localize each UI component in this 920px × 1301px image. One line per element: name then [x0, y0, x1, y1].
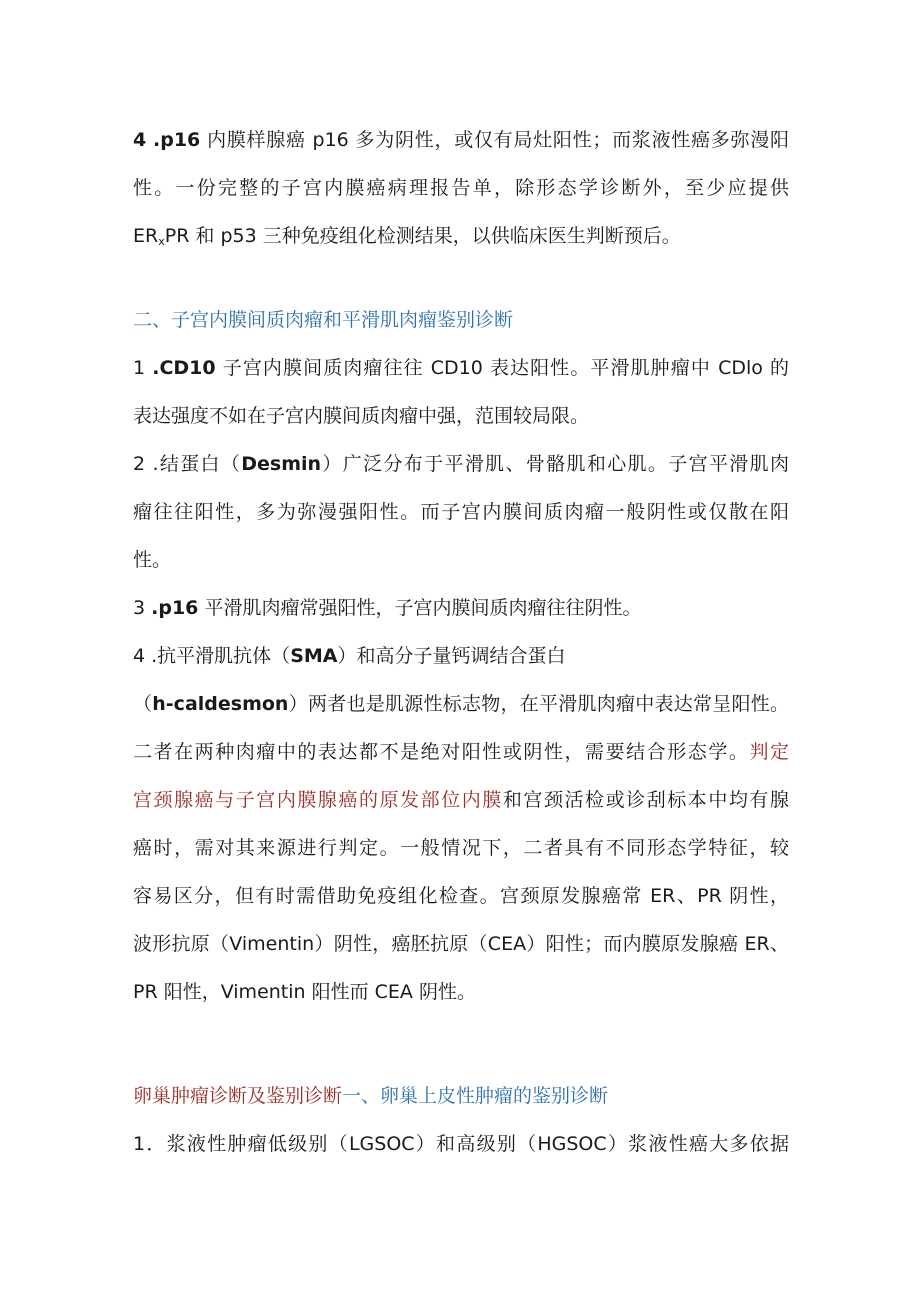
heading-red: 卵巢肿瘤诊断及鉴别诊断 — [133, 1085, 343, 1107]
paragraph-line — [133, 632, 789, 680]
paragraph-text: 二者在两种肉瘤中的表达都不是绝对阳性或阴性，需要结合形态学。 — [133, 741, 750, 763]
paragraph-line — [133, 680, 789, 728]
item-number: 1 — [133, 357, 146, 379]
paragraph-line — [133, 728, 789, 776]
paragraph-text: 内膜样腺癌 p16 多为阴性，或仅有局灶阳性；而浆液性癌多弥漫阳 — [207, 129, 789, 151]
paragraph-line: 癌时，需对其来源进行判定。一般情况下，二者具有不同形态学特征，较 — [133, 837, 789, 859]
paragraph-line — [133, 116, 789, 164]
paragraph-line — [133, 584, 789, 632]
paragraph-line: 1．浆液性肿瘤低级别（LGSOC）和高级别（HGSOC）浆液性癌大多依据 — [133, 1133, 789, 1155]
paragraph-line: 性。 — [133, 549, 172, 571]
paragraph-line: 波形抗原（Vimentin）阴性，癌胚抗原（CEA）阳性；而内膜原发腺癌 ER、 — [133, 933, 789, 955]
paragraph-text: 和宫颈活检或诊刮标本中均有腺 — [502, 789, 789, 811]
item-number: 3 — [133, 597, 146, 619]
paragraph-line: PR 阳性，Vimentin 阳性而 CEA 阴性。 — [133, 981, 476, 1003]
paragraph-line: 容易区分，但有时需借助免疫组化检查。宫颈原发腺癌常 ER、PR 阴性， — [133, 885, 789, 907]
bold-term: h-caldesmon — [152, 693, 289, 715]
heading-blue: 一、卵巢上皮性肿瘤的鉴别诊断 — [342, 1085, 609, 1107]
bold-term: SMA — [290, 645, 338, 667]
paragraph-line: 表达强度不如在子宫内膜间质肉瘤中强，范围较局限。 — [133, 405, 590, 427]
paragraph-text: 性。一份完整的子宫内膜癌病理报告单，除形态学诊断外，至少应提供 — [133, 177, 789, 199]
section-heading: 二、子宫内膜间质肉瘤和平滑肌肉瘤鉴别诊断 — [133, 309, 514, 331]
paragraph-text: ER — [133, 225, 159, 247]
paragraph-line — [133, 776, 789, 824]
item-marker: .p16 — [151, 597, 199, 619]
item-number: 4 — [133, 129, 147, 151]
paragraph-text: ）和高分子量钙调结合蛋白 — [337, 645, 566, 667]
paragraph-line — [133, 164, 789, 212]
paragraph-line: 瘤往往阳性，多为弥漫强阳性。而子宫内膜间质肉瘤一般阴性或仅散在阳 — [133, 501, 789, 523]
item-number: 2 — [133, 453, 146, 475]
paragraph-text: PR 和 p53 三种免疫组化检测结果，以供临床医生判断预后。 — [164, 225, 681, 247]
item-number: 4 — [133, 645, 146, 667]
subscript-text: x — [158, 235, 165, 248]
paragraph-text: .结蛋白（ — [152, 453, 242, 475]
document-page — [133, 116, 789, 1168]
item-marker: .CD10 — [152, 357, 216, 379]
paragraph-text: （ — [133, 693, 153, 715]
highlight-text: 判定 — [749, 741, 789, 763]
bold-term: Desmin — [241, 453, 322, 475]
paragraph-text: .抗平滑肌抗体（ — [151, 645, 291, 667]
section-heading — [133, 1072, 789, 1120]
paragraph-text: ）两者也是肌源性标志物，在平滑肌肉瘤中表达常呈阳性。 — [288, 693, 789, 715]
highlight-text: 宫颈腺癌与子宫内膜腺癌的原发部位内膜 — [133, 789, 503, 811]
paragraph-line — [133, 344, 789, 392]
paragraph-line — [133, 440, 789, 488]
paragraph-text: 子宫内膜间质肉瘤往往 CD10 表达阳性。平滑肌肿瘤中 CDlo 的 — [222, 357, 789, 379]
item-marker: .p16 — [153, 129, 201, 151]
paragraph-text: ）广泛分布于平滑肌、骨骼肌和心肌。子宫平滑肌肉 — [321, 453, 789, 475]
paragraph-text: 平滑肌肉瘤常强阳性，子宫内膜间质肉瘤往往阴性。 — [204, 597, 642, 619]
paragraph-line — [133, 212, 789, 260]
